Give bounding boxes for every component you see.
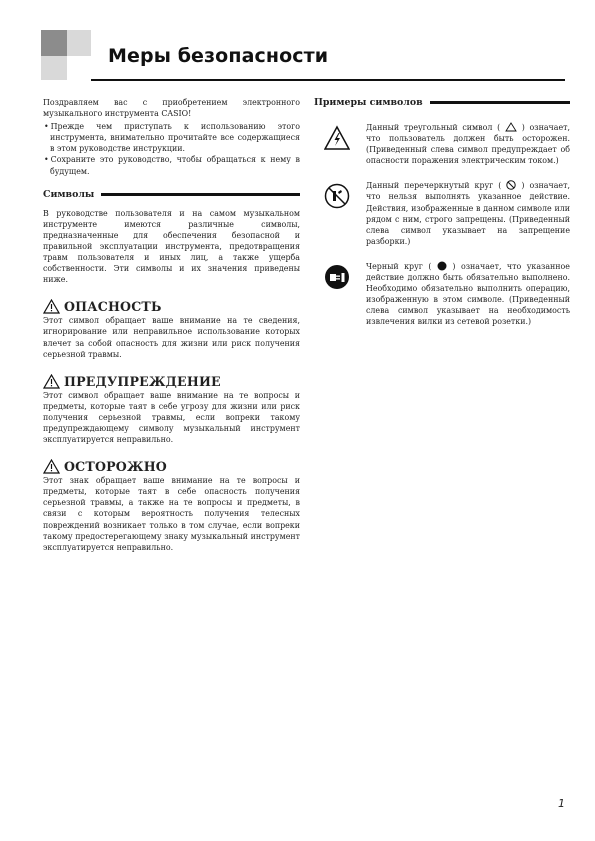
intro-bullets (43, 121, 300, 176)
header-decoration (41, 30, 91, 80)
warning-heading (43, 374, 300, 389)
warning-label: ПРЕДУПРЕЖДЕНИЕ (64, 373, 221, 389)
unplug-mandatory-icon (324, 264, 350, 290)
example-text: Данный треугольный символ ( ) означает, что пользователь должен быть осторожен. (Приведенный слева символ предупреждает об опасности поражения электрическим током.) (366, 123, 570, 166)
danger-heading (43, 299, 300, 314)
triangle-outline-icon (505, 122, 517, 132)
warning-triangle-icon (43, 299, 60, 314)
no-disassembly-icon (324, 183, 350, 209)
prohibition-circle-icon (506, 180, 516, 190)
symbols-heading-label: Символы (43, 188, 95, 200)
caution-label: ОСТОРОЖНО (64, 459, 167, 475)
caution-heading (43, 459, 300, 474)
left-column (43, 97, 300, 553)
example-item (314, 122, 570, 166)
warning-text: Этот символ обращает ваше внимание на те вопросы и предметы, которые таят в себе угрозу для жизни или риск получения серьезной травмы, если вопреки такому предупреждающему символу музыкальный инструмент эксплуатируется неправильно. (43, 390, 300, 445)
heading-bar (101, 193, 300, 196)
heading-bar (430, 101, 570, 104)
title-rule (91, 79, 565, 81)
warning-triangle-icon (43, 374, 60, 389)
page-title: Меры безопасности (108, 45, 329, 67)
danger-label: ОПАСНОСТЬ (64, 299, 162, 315)
warning-triangle-icon (43, 459, 60, 474)
examples-heading-label: Примеры символов (314, 97, 423, 108)
right-column (314, 97, 570, 328)
intro-text: Поздравляем вас с приобретением электронного музыкального инструмента CASIO! (43, 98, 300, 119)
intro-bullet: • Сохраните это руководство, чтобы обращаться к нему в будущем. (43, 154, 300, 176)
intro-bullet: • Прежде чем приступать к использованию этого инструмента, внимательно прочитайте все содержащиеся в этом руководстве инструкции. (43, 121, 300, 154)
black-circle-icon (437, 261, 447, 271)
caution-text: Этот знак обращает ваше внимание на те вопросы и предметы, которые таят в себе опасность получения серьезной травмы, а также на те вопросы и предметы, в связи с которым вероятность получения телесных повреждений возникает только в том случае, если вопреки такому предостерегающему знаку музыкальный инструмент эксплуатируется неправильно. (43, 476, 300, 552)
symbols-text: В руководстве пользователя и на самом музыкальном инструменте имеются различные символы, предназначенные для обеспечения безопасной и правильной эксплуатации инструмента, предотвращения травм пользователя и иных лиц, а также ущерба собственности. Эти символы и их значения приведены ниже. (43, 208, 300, 285)
electric-shock-triangle-icon (324, 125, 350, 151)
danger-text: Этот символ обращает ваше внимание на те сведения, игнорирование или неправильное использование которых влечет за собой опасность для жизни или риск получения серьезной травмы. (43, 316, 300, 359)
example-text: Черный круг ( ) означает, что указанное действие должно быть обязательно выполнено. Необходимо обязательно выполнить операцию, изображенную в этом символе. (Приведенный слева символ указывает на необходимость извлечения вилки из сетевой розетки.) (366, 261, 570, 327)
example-item (314, 180, 570, 247)
examples-heading (314, 97, 570, 108)
page-number: 1 (558, 797, 565, 810)
example-item (314, 261, 570, 328)
example-text: Данный перечеркнутый круг ( ) означает, что нельзя выполнять указанное действие. Действия, изображенные в данном символе или рядом с ним, строго запрещены. (Приведенный слева символ указывает на запрещение разборки.) (366, 181, 570, 246)
symbols-heading (43, 189, 300, 200)
